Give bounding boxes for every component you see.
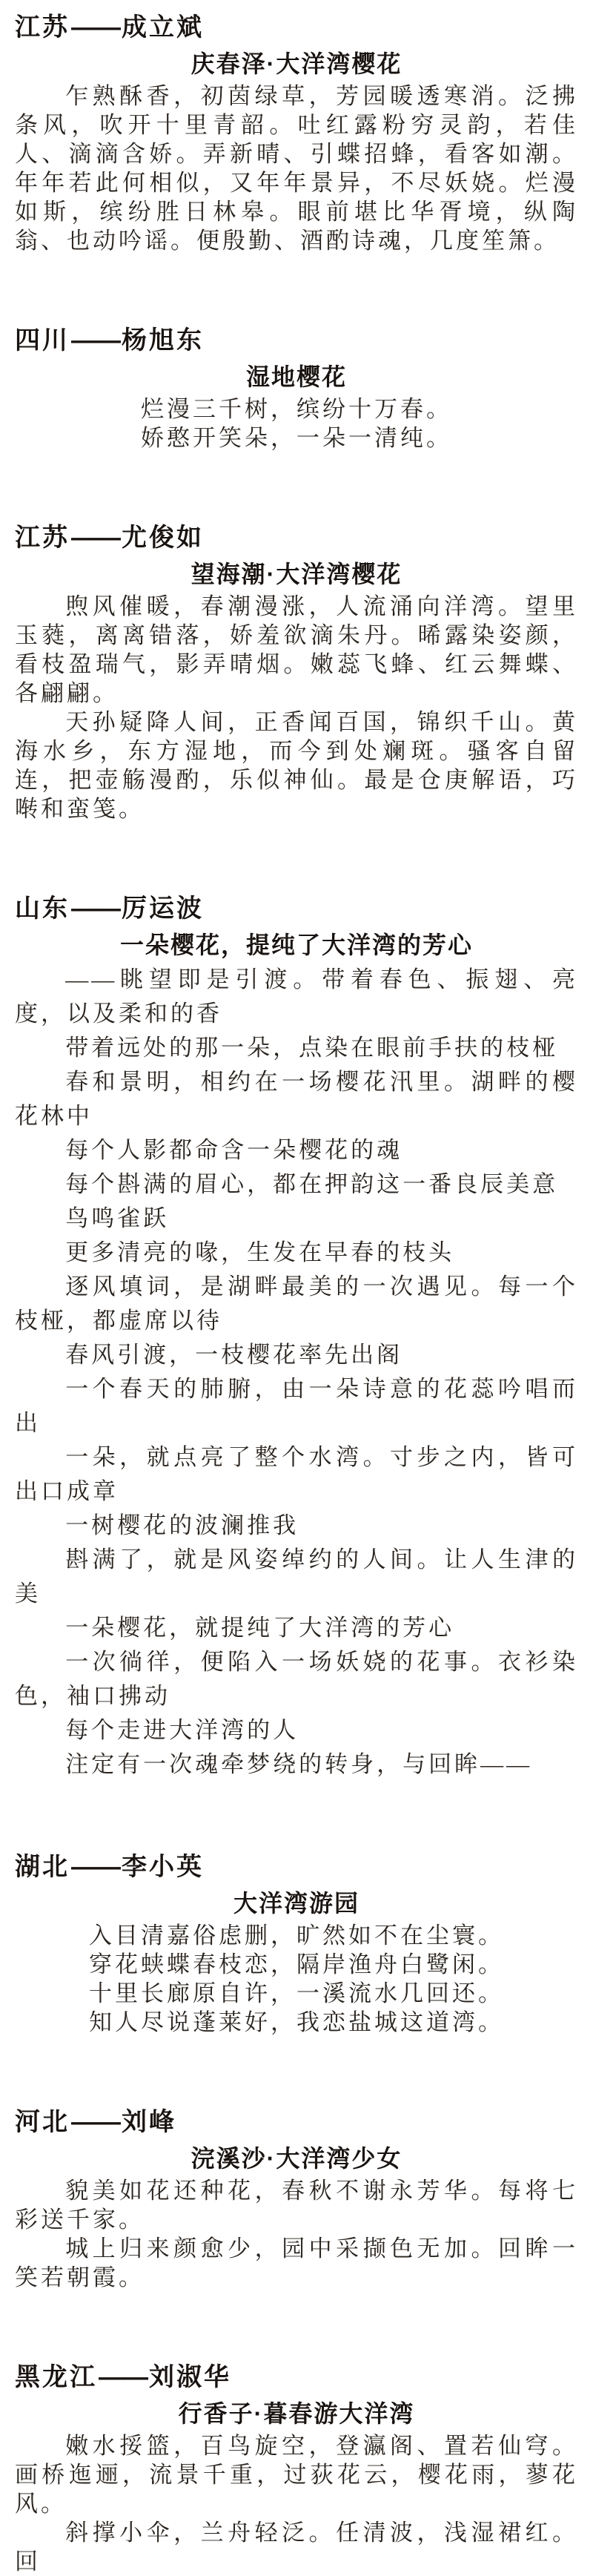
poem-header: [15, 2105, 578, 2139]
poem-title: 浣溪沙·大洋湾少女: [191, 2145, 402, 2172]
poem-header: [15, 2360, 578, 2394]
poem-header: [15, 1850, 578, 1884]
poem-verse-line: 更多清亮的喙，生发在早春的枝头: [65, 1239, 455, 1265]
poem-paragraph: 乍熟酥香，初茵绿草，芳园暖透寒消。泛拂条风，吹开十里青韶。吐红露粉穷灵韵，若佳人、滴滴含娇。弄新晴、引蝶招蜂，看客如潮。年年若此何相似，又年年景异，不尽妖娆。烂漫如斯，缤纷胜日林皋。眼前堪比华胥境，纵陶翁、也动吟谣。便殷勤、酒酌诗魂，几度笙箫。: [15, 83, 578, 254]
region-author-dash: ——: [99, 2363, 148, 2391]
region-author-dash: ——: [71, 326, 120, 355]
poem-verse-line: 春风引渡，一枝樱花率先出阁: [65, 1342, 403, 1368]
poem-paragraph: 天孙疑降人间，正香闻百国，锦织千山。黄海水乡，东方湿地，而今到处斓斑。骚客自留连，把壶觞漫酌，乐似神仙。最是仓庚解语，巧啭和蛮笺。: [15, 709, 578, 822]
poem-verse-line: 每个斟满的眉心，都在押韵这一番良辰美意: [65, 1171, 559, 1197]
poem-section-4: [15, 892, 578, 1782]
poem-author: 李小英: [122, 1853, 204, 1881]
poem-verse-line: 斟满了，就是风姿绰约的人间。让人生津的美: [15, 1546, 578, 1607]
poem-verse-line: 烂漫三千树，缤纷十万春。: [141, 396, 452, 422]
poem-paragraph: 城上归来颜愈少，园中采撷色无加。回眸一笑若朝霞。: [15, 2236, 578, 2290]
poem-verse-line: 春和景明，相约在一场樱花汛里。湖畔的樱花林中: [15, 1069, 578, 1129]
poem-region: 江苏: [15, 524, 70, 552]
poem-paragraph: 貌美如花还种花，春秋不谢永芳华。每将七彩送千家。: [15, 2178, 578, 2233]
poem-region: 黑龙江: [15, 2363, 97, 2391]
poem-verse-line: 注定有一次魂牵梦绕的转身，与回眸——: [65, 1751, 533, 1777]
poem-title: 大洋湾游园: [233, 1890, 360, 1917]
region-author-dash: ——: [71, 2108, 120, 2136]
poem-author: 厉运波: [122, 895, 204, 923]
poem-author: 刘淑华: [149, 2363, 231, 2391]
poem-verse-line: 一朵，就点亮了整个水湾。寸步之内，皆可出口成章: [15, 1444, 578, 1504]
poem-section-1: [15, 10, 578, 255]
poem-header: [15, 323, 578, 358]
poem-header: [15, 10, 578, 45]
region-author-dash: ——: [71, 13, 120, 42]
poem-region: 湖北: [15, 1853, 70, 1881]
poem-verse-line: 一树樱花的波澜推我: [65, 1512, 299, 1538]
poem-paragraph: 嫩水挼篮，百鸟旋空，登瀛阁、置若仙穹。画桥迤逦，流景千重，过荻花云，樱花雨，蓼花风。: [15, 2433, 578, 2517]
poem-title: 望海潮·大洋湾樱花: [191, 561, 402, 587]
poem-title: 行香子·暮春游大洋湾: [178, 2400, 415, 2427]
poem-verse-line: 入目清嘉俗虑删，旷然如不在尘寰。: [89, 1923, 504, 1949]
poem-verse-line: 每个人影都命含一朵樱花的魂: [65, 1137, 403, 1163]
poem-author: 成立斌: [122, 13, 204, 42]
poem-verse-line: 穿花蛱蝶春枝恋，隔岸渔舟白鹭闲。: [89, 1951, 504, 1977]
poem-author: 刘峰: [122, 2108, 176, 2136]
poem-section-5: [15, 1850, 578, 2037]
region-author-dash: ——: [71, 895, 120, 923]
poem-section-3: [15, 521, 578, 823]
poem-title: 一朵樱花，提纯了大洋湾的芳心: [119, 932, 473, 958]
poem-verse-line: 知人尽说蓬莱好，我恋盐城这道湾。: [89, 2009, 504, 2035]
poem-paragraph: 煦风催暖，春潮漫涨，人流涌向洋湾。望里玉蕤，离离错落，娇羞欲滴朱丹。晞露染姿颜，看枝盈瑞气，影弄晴烟。嫩蕊飞蜂、红云舞蝶、各翩翩。: [15, 593, 578, 706]
region-author-dash: ——: [71, 524, 120, 552]
poem-header: [15, 521, 578, 555]
poem-verse-line: 一次徜徉，便陷入一场妖娆的花事。衣衫染色，袖口拂动: [15, 1649, 578, 1709]
poem-section-2: [15, 323, 578, 452]
poem-title: 庆春泽·大洋湾樱花: [191, 50, 402, 77]
poem-paragraph: 斜撑小伞，兰舟轻泛。任清波，浅湿裙红。回: [15, 2520, 578, 2575]
poem-verse-line: 一朵樱花，就提纯了大洋湾的芳心: [65, 1615, 455, 1641]
poem-section-7: [15, 2360, 578, 2576]
poem-verse-line: 逐风填词，是湖畔最美的一次遇见。每一个枝桠，都虚席以待: [15, 1274, 578, 1334]
poem-header: [15, 892, 578, 926]
poem-region: 江苏: [15, 13, 70, 42]
poem-verse-line: 十里长廊原自许，一溪流水几回还。: [89, 1980, 504, 2006]
poem-verse-line: 每个走进大洋湾的人: [65, 1717, 299, 1743]
poem-verse-line: 带着远处的那一朵，点染在眼前手扶的枝桠: [65, 1035, 559, 1061]
poem-verse-line: ——眺望即是引渡。带着春色、振翅、亮度，以及柔和的香: [15, 966, 578, 1027]
poem-author: 杨旭东: [122, 326, 204, 355]
poem-section-6: [15, 2105, 578, 2292]
poem-verse-line: 一个春天的肺腑，由一朵诗意的花蕊吟唱而出: [15, 1376, 578, 1436]
region-author-dash: ——: [71, 1853, 120, 1881]
poem-author: 尤俊如: [122, 524, 204, 552]
poem-region: 山东: [15, 895, 70, 923]
poem-verse-line: 鸟鸣雀跃: [65, 1205, 170, 1231]
poem-region: 河北: [15, 2108, 70, 2136]
poem-verse-line: 娇憨开笑朵，一朵一清纯。: [141, 425, 452, 451]
poem-region: 四川: [15, 326, 70, 355]
poem-title: 湿地樱花: [245, 363, 347, 390]
